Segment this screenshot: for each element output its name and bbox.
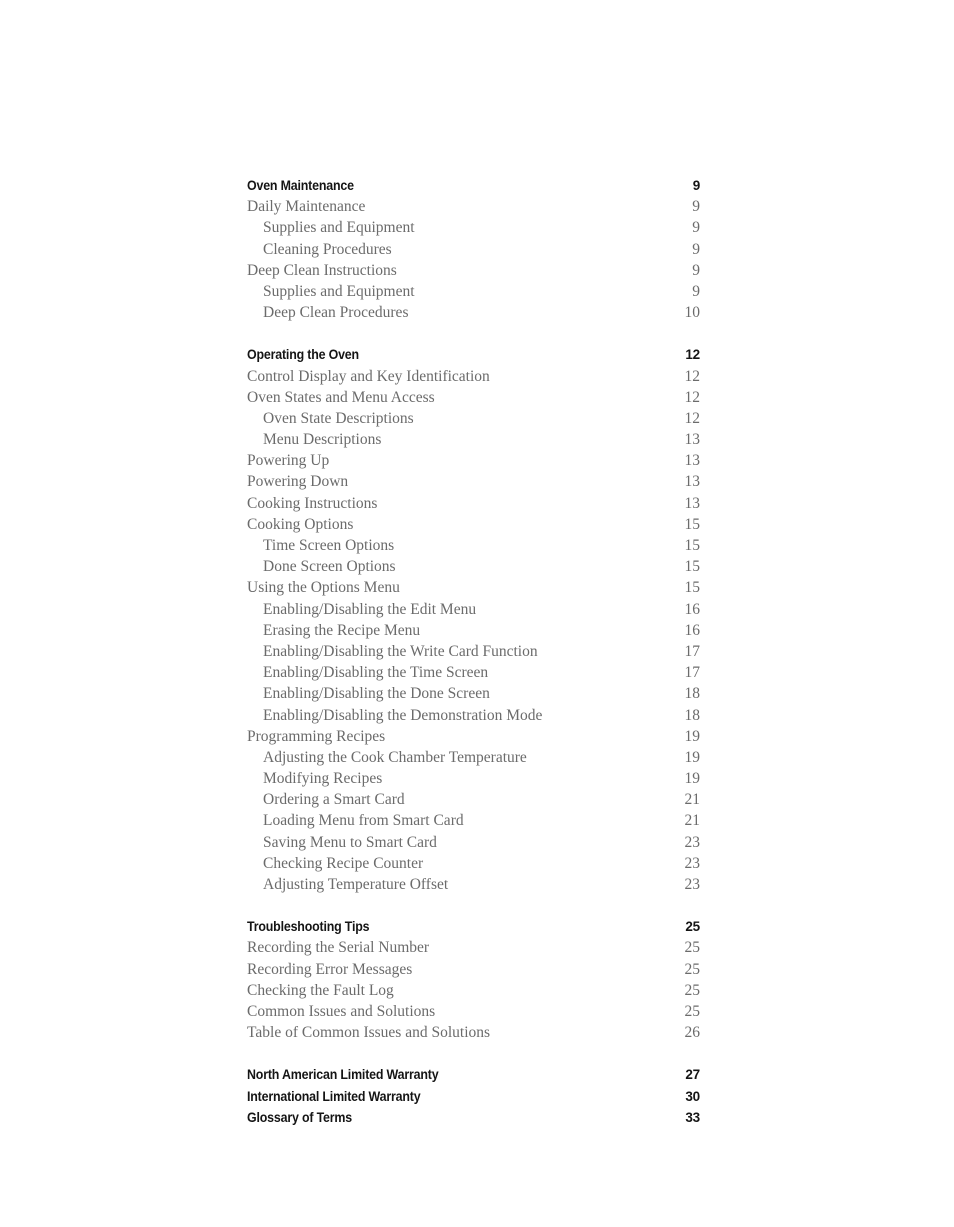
toc-subentry-title: Enabling/Disabling the Done Screen: [263, 685, 490, 703]
toc-entry-page-number: 26: [684, 1024, 700, 1042]
toc-entry-title: Recording Error Messages: [247, 960, 413, 978]
toc-entry-page-number: 15: [684, 515, 700, 533]
toc-entry-title: Checking the Fault Log: [247, 981, 394, 999]
toc-entry[interactable]: [247, 980, 700, 1001]
toc-subentry-title: Menu Descriptions: [263, 431, 382, 449]
toc-entry[interactable]: [247, 450, 700, 471]
toc-entry-title: Using the Options Menu: [247, 579, 400, 597]
toc-subentry-page-number: 16: [684, 621, 700, 639]
toc-subentry-page-number: 10: [684, 304, 700, 322]
toc-section-heading-title: Troubleshooting Tips: [247, 919, 370, 935]
toc-subentry-page-number: 23: [684, 854, 700, 872]
toc-entry-page-number: 13: [684, 494, 700, 512]
toc-subentry[interactable]: [247, 302, 700, 323]
table-of-contents: [247, 175, 700, 1128]
toc-subentry-title: Erasing the Recipe Menu: [263, 621, 421, 639]
toc-subentry-title: Loading Menu from Smart Card: [263, 812, 464, 830]
toc-entry-page-number: 25: [684, 939, 700, 957]
toc-subentry-page-number: 21: [684, 812, 700, 830]
toc-subentry-page-number: 12: [684, 409, 700, 427]
toc-entry-page-number: 13: [684, 452, 700, 470]
toc-section-heading[interactable]: [247, 1107, 700, 1128]
section-spacer: [247, 323, 700, 344]
toc-entry[interactable]: [247, 471, 700, 492]
toc-section-heading-title: International Limited Warranty: [247, 1088, 421, 1104]
toc-entry-title: Control Display and Key Identification: [247, 367, 490, 385]
toc-section-heading[interactable]: [247, 1086, 700, 1107]
toc-entry[interactable]: [247, 366, 700, 387]
toc-subentry-title: Enabling/Disabling the Write Card Function: [263, 642, 538, 660]
toc-section-heading[interactable]: [247, 916, 700, 937]
toc-entry-page-number: 15: [684, 579, 700, 597]
toc-subentry-page-number: 18: [684, 685, 700, 703]
toc-subentry[interactable]: [247, 662, 700, 683]
toc-subentry-title: Ordering a Smart Card: [263, 791, 405, 809]
toc-subentry[interactable]: [247, 535, 700, 556]
toc-subentry[interactable]: [247, 810, 700, 831]
toc-subentry-page-number: 18: [684, 706, 700, 724]
toc-entry-page-number: 13: [684, 473, 700, 491]
toc-entry[interactable]: [247, 1001, 700, 1022]
toc-subentry-title: Deep Clean Procedures: [263, 304, 409, 322]
toc-subentry-title: Supplies and Equipment: [263, 282, 415, 300]
toc-section-heading-page-number: 25: [685, 919, 700, 935]
toc-section-heading-title: North American Limited Warranty: [247, 1067, 439, 1083]
toc-entry[interactable]: [247, 726, 700, 747]
toc-entry-title: Table of Common Issues and Solutions: [247, 1024, 491, 1042]
toc-subentry[interactable]: [247, 429, 700, 450]
toc-subentry-page-number: 23: [684, 833, 700, 851]
toc-entry-page-number: 12: [684, 388, 700, 406]
toc-entry[interactable]: [247, 937, 700, 958]
toc-subentry[interactable]: [247, 768, 700, 789]
toc-entry[interactable]: [247, 196, 700, 217]
toc-subentry-title: Modifying Recipes: [263, 770, 383, 788]
toc-entry-page-number: 25: [684, 1002, 700, 1020]
toc-subentry-title: Done Screen Options: [263, 558, 396, 576]
toc-subentry-title: Adjusting Temperature Offset: [263, 876, 449, 893]
toc-subentry-title: Time Screen Options: [263, 537, 395, 554]
toc-entry[interactable]: [247, 260, 700, 281]
toc-section-heading[interactable]: [247, 344, 700, 365]
toc-entry[interactable]: [247, 1022, 700, 1043]
toc-entry-title: Deep Clean Instructions: [247, 261, 397, 279]
toc-section-heading[interactable]: [247, 1064, 700, 1085]
toc-subentry-title: Adjusting the Cook Chamber Temperature: [263, 748, 527, 766]
toc-entry[interactable]: [247, 493, 700, 514]
toc-entry-page-number: 9: [692, 198, 700, 216]
toc-subentry-page-number: 17: [684, 664, 700, 682]
toc-entry[interactable]: [247, 387, 700, 408]
toc-subentry-page-number: 17: [684, 642, 700, 660]
toc-section-heading-title: Glossary of Terms: [247, 1109, 353, 1125]
toc-subentry-page-number: 19: [684, 748, 700, 766]
toc-entry-title: Programming Recipes: [247, 727, 386, 745]
toc-subentry[interactable]: [247, 747, 700, 768]
toc-subentry-page-number: 9: [692, 240, 700, 258]
toc-subentry-page-number: 13: [684, 431, 700, 449]
toc-entry-title: Powering Up: [247, 452, 330, 470]
toc-subentry[interactable]: [247, 556, 700, 577]
toc-subentry[interactable]: [247, 853, 700, 874]
toc-subentry-page-number: 9: [692, 219, 700, 237]
toc-entry-title: Cooking Options: [247, 515, 354, 533]
toc-section-heading-page-number: 12: [685, 347, 700, 363]
toc-section-heading[interactable]: [247, 175, 700, 196]
toc-subentry-page-number: 23: [684, 876, 700, 893]
toc-subentry-title: Supplies and Equipment: [263, 219, 415, 237]
toc-subentry-title: Cleaning Procedures: [263, 240, 392, 258]
toc-subentry[interactable]: [247, 408, 700, 429]
toc-subentry[interactable]: [247, 683, 700, 704]
toc-section-heading-page-number: 30: [685, 1088, 700, 1104]
toc-entry-title: Recording the Serial Number: [247, 939, 430, 957]
toc-subentry[interactable]: [247, 705, 700, 726]
toc-section-heading-page-number: 27: [685, 1067, 700, 1083]
toc-entry-page-number: 25: [684, 981, 700, 999]
toc-subentry-title: Enabling/Disabling the Demonstration Mode: [263, 706, 543, 724]
toc-section-heading-title: Operating the Oven: [247, 347, 359, 363]
toc-entry-page-number: 9: [692, 261, 700, 279]
toc-subentry-title: Enabling/Disabling the Time Screen: [263, 664, 489, 682]
toc-entry-title: Oven States and Menu Access: [247, 388, 435, 406]
toc-subentry[interactable]: [247, 239, 700, 260]
toc-section-heading-title: Oven Maintenance: [247, 178, 354, 193]
toc-subentry[interactable]: [247, 789, 700, 810]
toc-subentry-page-number: 21: [684, 791, 700, 809]
toc-subentry-title: Saving Menu to Smart Card: [263, 833, 437, 851]
toc-subentry[interactable]: [247, 874, 700, 895]
toc-subentry-page-number: 15: [684, 537, 700, 554]
toc-subentry-page-number: 16: [684, 600, 700, 618]
toc-entry-title: Cooking Instructions: [247, 494, 378, 512]
toc-entry-title: Daily Maintenance: [247, 198, 366, 216]
toc-subentry-page-number: 9: [692, 282, 700, 300]
toc-subentry-title: Checking Recipe Counter: [263, 854, 424, 872]
section-spacer: [247, 895, 700, 916]
toc-entry[interactable]: [247, 514, 700, 535]
toc-entry[interactable]: [247, 959, 700, 980]
toc-subentry-page-number: 15: [684, 558, 700, 576]
toc-subentry[interactable]: [247, 620, 700, 641]
toc-section-heading-page-number: 33: [685, 1109, 700, 1125]
toc-section-heading-page-number: 9: [692, 178, 700, 193]
toc-subentry[interactable]: [247, 641, 700, 662]
toc-entry-title: Common Issues and Solutions: [247, 1002, 436, 1020]
section-spacer: [247, 1043, 700, 1064]
toc-subentry[interactable]: [247, 832, 700, 853]
toc-entry[interactable]: [247, 577, 700, 598]
toc-subentry[interactable]: [247, 599, 700, 620]
toc-subentry[interactable]: [247, 217, 700, 238]
toc-entry-page-number: 25: [684, 960, 700, 978]
toc-entry-page-number: 12: [684, 367, 700, 385]
toc-subentry-title: Oven State Descriptions: [263, 409, 414, 427]
toc-subentry[interactable]: [247, 281, 700, 302]
toc-entry-page-number: 19: [684, 727, 700, 745]
toc-entry-title: Powering Down: [247, 473, 349, 491]
toc-subentry-title: Enabling/Disabling the Edit Menu: [263, 600, 477, 618]
toc-subentry-page-number: 19: [684, 770, 700, 788]
